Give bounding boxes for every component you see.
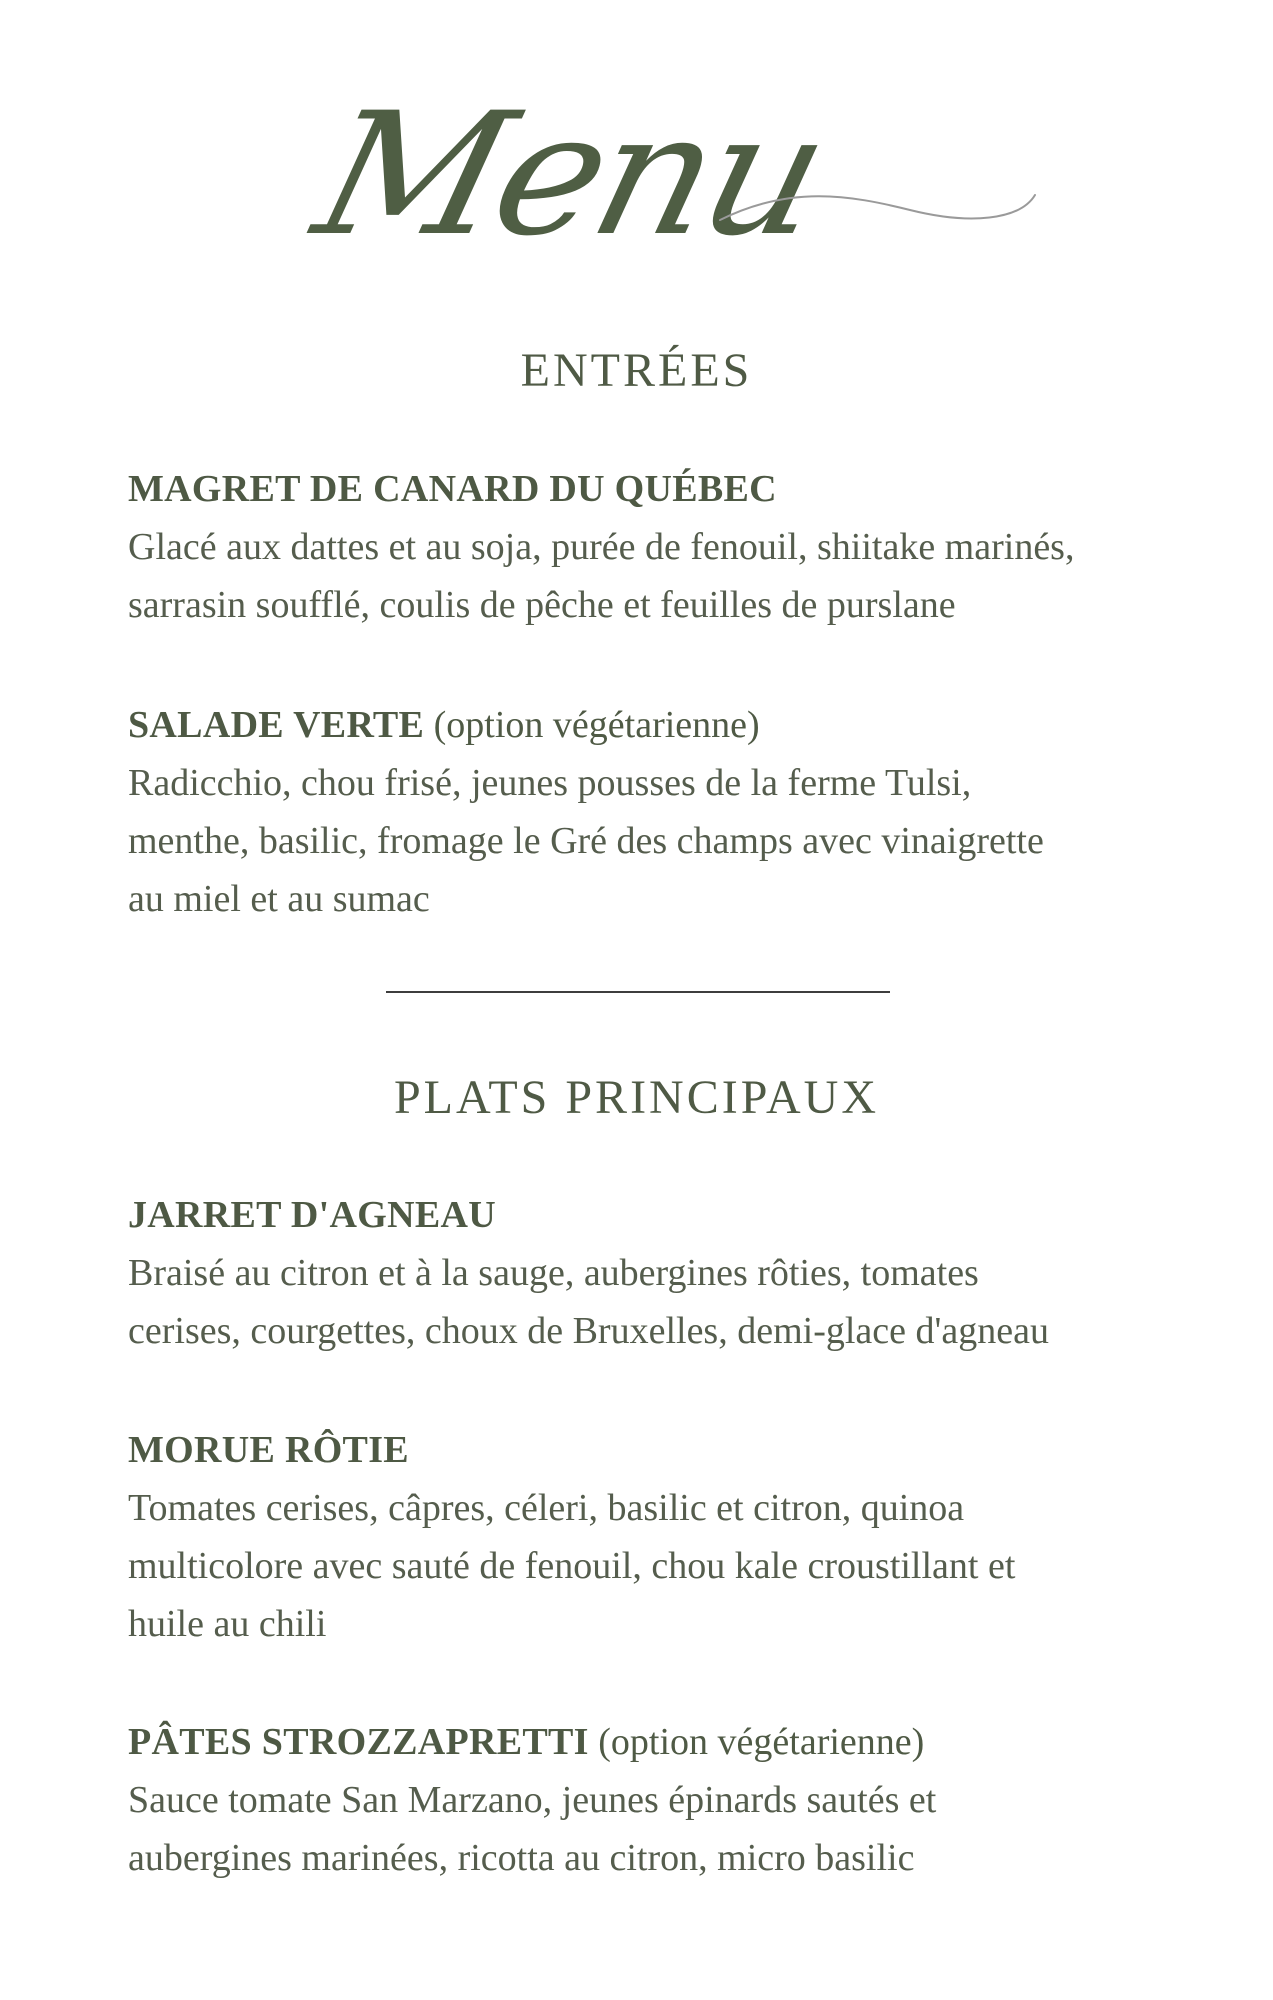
- dish-note: (option végétarienne): [433, 704, 760, 746]
- dish-description-line: huile au chili: [128, 1603, 327, 1645]
- section-heading-entrees: ENTRÉES: [520, 344, 753, 397]
- section-heading-plats-principaux: PLATS PRINCIPAUX: [393, 1071, 879, 1124]
- title-flourish-icon: [290, 70, 1050, 273]
- dish-name: MAGRET DE CANARD DU QUÉBEC: [128, 468, 777, 510]
- menu-title: [290, 70, 1050, 273]
- section-divider: [386, 991, 890, 993]
- dish-name: JARRET D'AGNEAU: [128, 1194, 497, 1236]
- dish-description-line: Radicchio, chou frisé, jeunes pousses de la ferme Tulsi,: [128, 762, 972, 804]
- dish-title-line: [128, 460, 1188, 518]
- dish-description-line: Sauce tomate San Marzano, jeunes épinards sautés et: [128, 1779, 937, 1821]
- dish-name: SALADE VERTE: [128, 704, 425, 746]
- dish-description-line: au miel et au sumac: [128, 878, 430, 920]
- dish-name: PÂTES STROZZAPRETTI: [128, 1721, 589, 1763]
- dish-salade-verte: [128, 696, 1188, 928]
- dish-name: MORUE RÔTIE: [128, 1429, 409, 1471]
- menu-title-text: Menu: [299, 76, 842, 273]
- dish-description-line: aubergines marinées, ricotta au citron, micro basilic: [128, 1837, 915, 1879]
- dish-description-line: Tomates cerises, câpres, céleri, basilic et citron, quinoa: [128, 1487, 965, 1529]
- dish-magret-de-canard: [128, 460, 1188, 634]
- dish-title-line: [128, 1421, 1188, 1479]
- dish-description-line: multicolore avec sauté de fenouil, chou kale croustillant et: [128, 1545, 1016, 1587]
- dish-description-line: Braisé au citron et à la sauge, aubergines rôties, tomates: [128, 1252, 979, 1294]
- dish-pates-strozzapretti: [128, 1713, 1188, 1887]
- dish-morue-rotie: [128, 1421, 1188, 1653]
- dish-description-line: cerises, courgettes, choux de Bruxelles, demi-glace d'agneau: [128, 1310, 1049, 1352]
- dish-description-line: Glacé aux dattes et au soja, purée de fenouil, shiitake marinés,: [128, 526, 1075, 568]
- dish-description-line: menthe, basilic, fromage le Gré des champs avec vinaigrette: [128, 820, 1044, 862]
- dish-description-line: sarrasin soufflé, coulis de pêche et feuilles de purslane: [128, 584, 956, 626]
- dish-title-line: [128, 696, 1188, 754]
- dish-title-line: [128, 1186, 1188, 1244]
- dish-title-line: [128, 1713, 1188, 1771]
- dish-note: (option végétarienne): [598, 1721, 925, 1763]
- dish-jarret-d-agneau: [128, 1186, 1188, 1360]
